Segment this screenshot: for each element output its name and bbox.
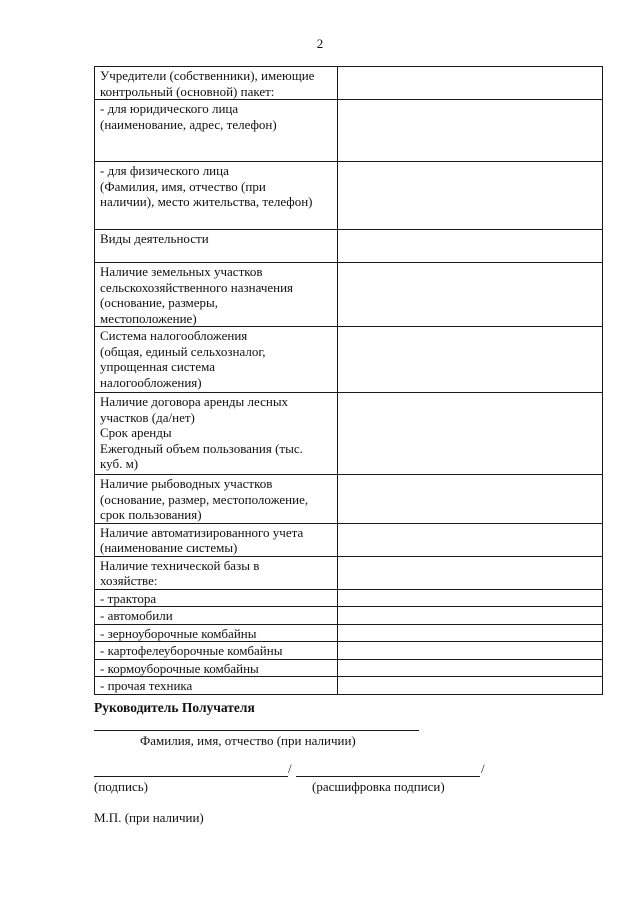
row-value-cell[interactable]: [338, 642, 603, 660]
row-label-line: контрольный (основной) пакет:: [100, 83, 275, 99]
row-label-line: упрощенная система: [100, 359, 216, 374]
table-row: [95, 475, 603, 524]
row-value-cell[interactable]: [338, 327, 603, 393]
row-label-line: Виды деятельности: [100, 231, 209, 246]
row-label-cell: [95, 607, 338, 625]
stamp-note: М.П. (при наличии): [94, 810, 204, 825]
row-label-line: (основание, размеры,: [100, 295, 219, 310]
table-row: [95, 589, 603, 607]
row-label-line: налогообложения): [100, 374, 202, 390]
row-label-line: (Фамилия, имя, отчество (при: [100, 178, 266, 194]
row-label-line: сельскохозяйственного назначения: [100, 279, 294, 295]
table-row: [95, 327, 603, 393]
table-row: [95, 393, 603, 475]
row-label-line: - для физического лица: [100, 163, 229, 178]
table-row: [95, 263, 603, 327]
row-value-cell[interactable]: [338, 162, 603, 230]
row-label-line: - кормоуборочные комбайны: [100, 660, 259, 676]
row-label-line: - прочая техника: [100, 678, 193, 693]
row-label-line: (основание, размер, местоположение,: [100, 491, 309, 507]
row-label-cell: [95, 659, 338, 677]
row-label-line: срок пользования): [100, 507, 202, 522]
signature-caption: (подпись): [94, 779, 148, 794]
table-row: [95, 67, 603, 100]
row-label-line: - зерноуборочные комбайны: [100, 625, 257, 641]
row-label-cell: [95, 393, 338, 475]
row-value-cell[interactable]: [338, 607, 603, 625]
row-label-cell: [95, 100, 338, 162]
row-label-line: (наименование, адрес, телефон): [100, 116, 277, 132]
row-value-cell[interactable]: [338, 230, 603, 263]
table-row: [95, 230, 603, 263]
row-label-line: - для юридического лица: [100, 101, 239, 116]
row-label-line: Наличие технической базы в: [100, 557, 260, 573]
row-label-line: Система налогообложения: [100, 328, 248, 343]
table-row: [95, 162, 603, 230]
row-label-line: (наименование системы): [100, 540, 238, 555]
row-value-cell[interactable]: [338, 475, 603, 524]
row-label-line: наличии), место жительства, телефон): [100, 194, 313, 209]
row-value-cell[interactable]: [338, 393, 603, 475]
row-label-line: Наличие автоматизированного учета: [100, 524, 304, 540]
row-label-line: - трактора: [100, 590, 157, 606]
page-number: 2: [316, 36, 324, 51]
applicant-info-table: [94, 66, 603, 695]
row-label-line: Наличие рыбоводных участков: [100, 476, 273, 491]
table-row: [95, 624, 603, 642]
table-row: [95, 556, 603, 589]
signature-slash-left: /: [288, 761, 292, 776]
signature-slash-right: /: [481, 761, 485, 776]
decoding-caption: (расшифровка подписи): [312, 779, 445, 794]
row-label-cell: [95, 475, 338, 524]
decoding-line[interactable]: [296, 776, 480, 777]
table-row: [95, 607, 603, 625]
row-label-line: Ежегодный объем пользования (тыс.: [100, 440, 303, 456]
row-label-cell: [95, 67, 338, 100]
row-label-line: Учредители (собственники), имеющие: [100, 68, 315, 83]
row-label-line: - автомобили: [100, 608, 173, 623]
row-value-cell[interactable]: [338, 624, 603, 642]
table-row: [95, 677, 603, 695]
row-label-line: (общая, единый сельхозналог,: [100, 343, 266, 359]
row-value-cell[interactable]: [338, 589, 603, 607]
row-value-cell[interactable]: [338, 523, 603, 556]
row-label-line: местоположение): [100, 310, 197, 326]
row-label-line: Наличие договора аренды лесных: [100, 394, 289, 409]
table-row: [95, 642, 603, 660]
row-label-cell: [95, 327, 338, 393]
row-label-line: куб. м): [100, 456, 139, 471]
row-label-line: хозяйстве:: [100, 573, 158, 588]
row-label-cell: [95, 677, 338, 695]
row-value-cell[interactable]: [338, 67, 603, 100]
row-value-cell[interactable]: [338, 263, 603, 327]
fio-caption: Фамилия, имя, отчество (при наличии): [140, 733, 356, 748]
row-label-cell: [95, 624, 338, 642]
row-label-cell: [95, 589, 338, 607]
table-row: [95, 100, 603, 162]
row-label-cell: [95, 642, 338, 660]
row-value-cell[interactable]: [338, 677, 603, 695]
row-label-cell: [95, 556, 338, 589]
signature-title: Руководитель Получателя: [94, 700, 255, 715]
row-value-cell[interactable]: [338, 556, 603, 589]
signature-line[interactable]: [94, 776, 288, 777]
row-label-cell: [95, 162, 338, 230]
table-row: [95, 659, 603, 677]
row-label-line: Наличие земельных участков: [100, 264, 263, 279]
row-label-cell: [95, 230, 338, 263]
fio-line[interactable]: [94, 730, 419, 731]
row-label-cell: [95, 263, 338, 327]
row-label-line: участков (да/нет): [100, 409, 195, 425]
row-value-cell[interactable]: [338, 100, 603, 162]
row-value-cell[interactable]: [338, 659, 603, 677]
table-row: [95, 523, 603, 556]
row-label-line: - картофелеуборочные комбайны: [100, 643, 283, 658]
row-label-cell: [95, 523, 338, 556]
row-label-line: Срок аренды: [100, 425, 172, 440]
